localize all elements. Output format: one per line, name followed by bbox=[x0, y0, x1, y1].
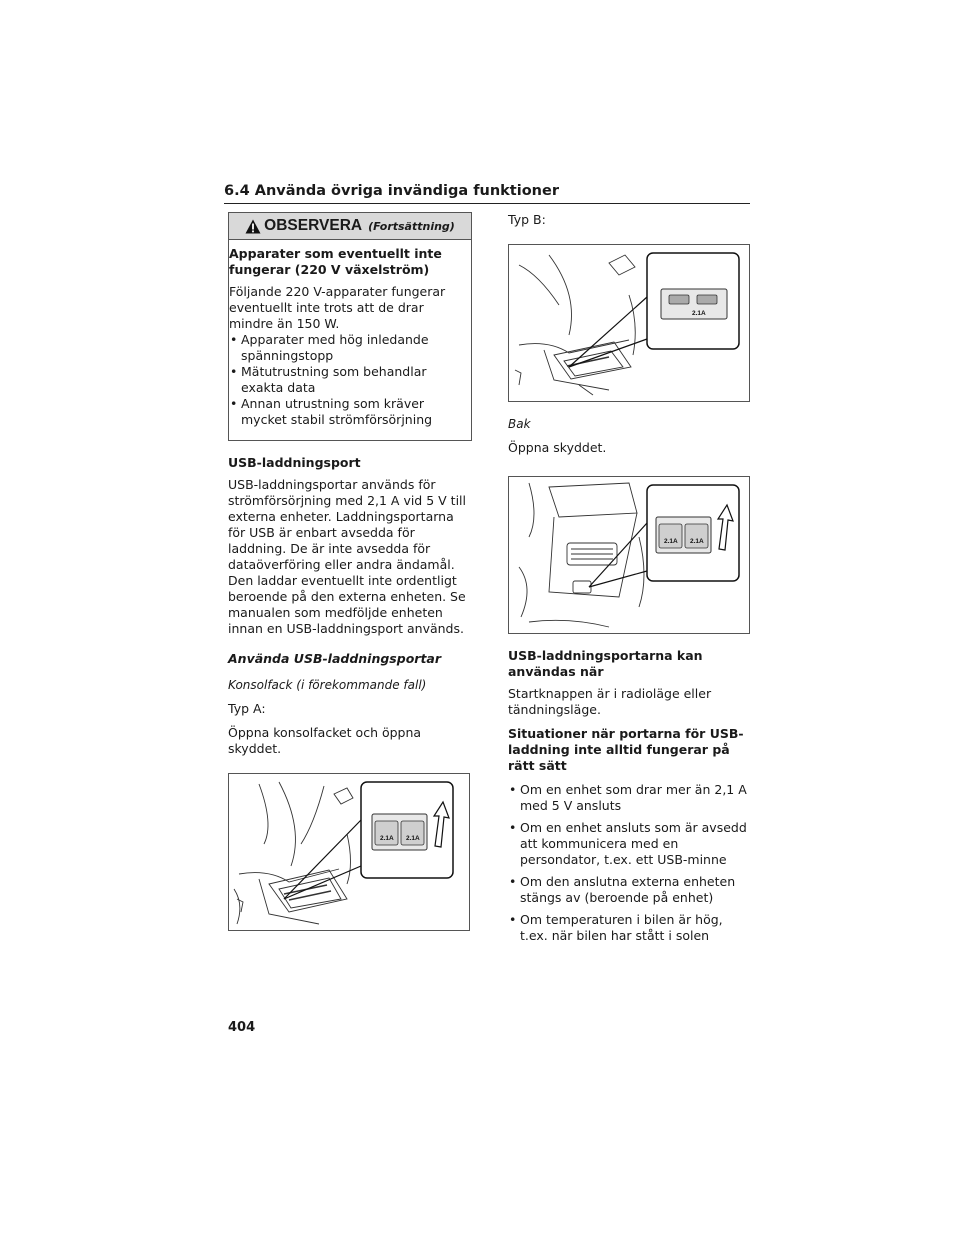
right-column bbox=[508, 212, 752, 950]
type-a-label: Typ A: bbox=[228, 701, 266, 716]
rear-text: Öppna skyddet. bbox=[508, 440, 607, 455]
caution-body bbox=[229, 240, 471, 440]
list-item: • Om en enhet ansluts som är avsedd att kommunicera med en persondator, t.ex. ett USB-minne bbox=[508, 820, 752, 868]
figure-rear bbox=[508, 476, 750, 634]
figure-type-b bbox=[508, 244, 750, 402]
use-heading: Använda USB-laddningsportar bbox=[228, 651, 442, 666]
left-column bbox=[228, 212, 470, 931]
type-a-text: Öppna konsolfacket och öppna skyddet. bbox=[228, 725, 422, 756]
caution-heading: Apparater som eventuellt inte fungerar (220 V växelström) bbox=[229, 246, 442, 277]
section-title: 6.4 Använda övriga invändiga funktioner bbox=[224, 183, 559, 199]
caution-list bbox=[229, 332, 471, 428]
warning-icon bbox=[245, 219, 261, 234]
console-type-b-illustration bbox=[509, 245, 749, 401]
usb-body: USB-laddningsportar används för strömförsörjning med 2,1 A vid 5 V till externa enheter. Laddningsportarna för USB är enbart avsedda för laddning. De är inte avsedda för dataöverföring eller andra ändamål. Den laddar eventuellt inte ordentligt beroende på den externa enheten. Se manualen som medföljde enheten innan en USB-laddningsport används. bbox=[228, 477, 466, 636]
caution-box bbox=[228, 212, 472, 441]
list-item: • Om den anslutna externa enheten stängs av (beroende på enhet) bbox=[508, 874, 752, 906]
section-header bbox=[224, 180, 750, 204]
list-item: • Apparater med hög inledande spänningstopp bbox=[229, 332, 471, 364]
usable-heading: USB-laddningsportarna kan användas när bbox=[508, 648, 703, 679]
rear-console-illustration bbox=[509, 477, 749, 633]
caution-title: OBSERVERA bbox=[264, 217, 363, 234]
port-label: 2.1A bbox=[692, 310, 706, 317]
page-number: 404 bbox=[228, 1020, 256, 1035]
rear-label: Bak bbox=[508, 417, 531, 431]
list-item: • Om en enhet som drar mer än 2,1 A med 5 V ansluts bbox=[508, 782, 752, 814]
console-label: Konsolfack (i förekommande fall) bbox=[228, 678, 427, 692]
caution-intro: Följande 220 V-apparater fungerar eventuellt inte trots att de drar mindre än 150 W. bbox=[229, 284, 446, 331]
type-b-label: Typ B: bbox=[508, 212, 546, 227]
list-item: • Om temperaturen i bilen är hög, t.ex. när bilen har stått i solen bbox=[508, 912, 752, 944]
usable-text: Startknappen är i radioläge eller tändningsläge. bbox=[508, 686, 712, 717]
caution-header bbox=[229, 213, 471, 240]
situations-list bbox=[508, 782, 752, 944]
list-item: • Mätutrustning som behandlar exakta data bbox=[229, 364, 471, 396]
figure-type-a bbox=[228, 773, 470, 931]
list-item: • Annan utrustning som kräver mycket stabil strömförsörjning bbox=[229, 396, 471, 428]
caution-subtitle: (Fortsättning) bbox=[368, 219, 455, 233]
port-label: 2.1A bbox=[406, 835, 420, 842]
port-label: 2.1A bbox=[690, 538, 704, 545]
port-label: 2.1A bbox=[380, 835, 394, 842]
usb-heading: USB-laddningsport bbox=[228, 455, 361, 470]
situations-heading: Situationer när portarna för USB-laddning inte alltid fungerar på rätt sätt bbox=[508, 726, 744, 773]
port-label: 2.1A bbox=[664, 538, 678, 545]
console-illustration bbox=[229, 774, 469, 930]
